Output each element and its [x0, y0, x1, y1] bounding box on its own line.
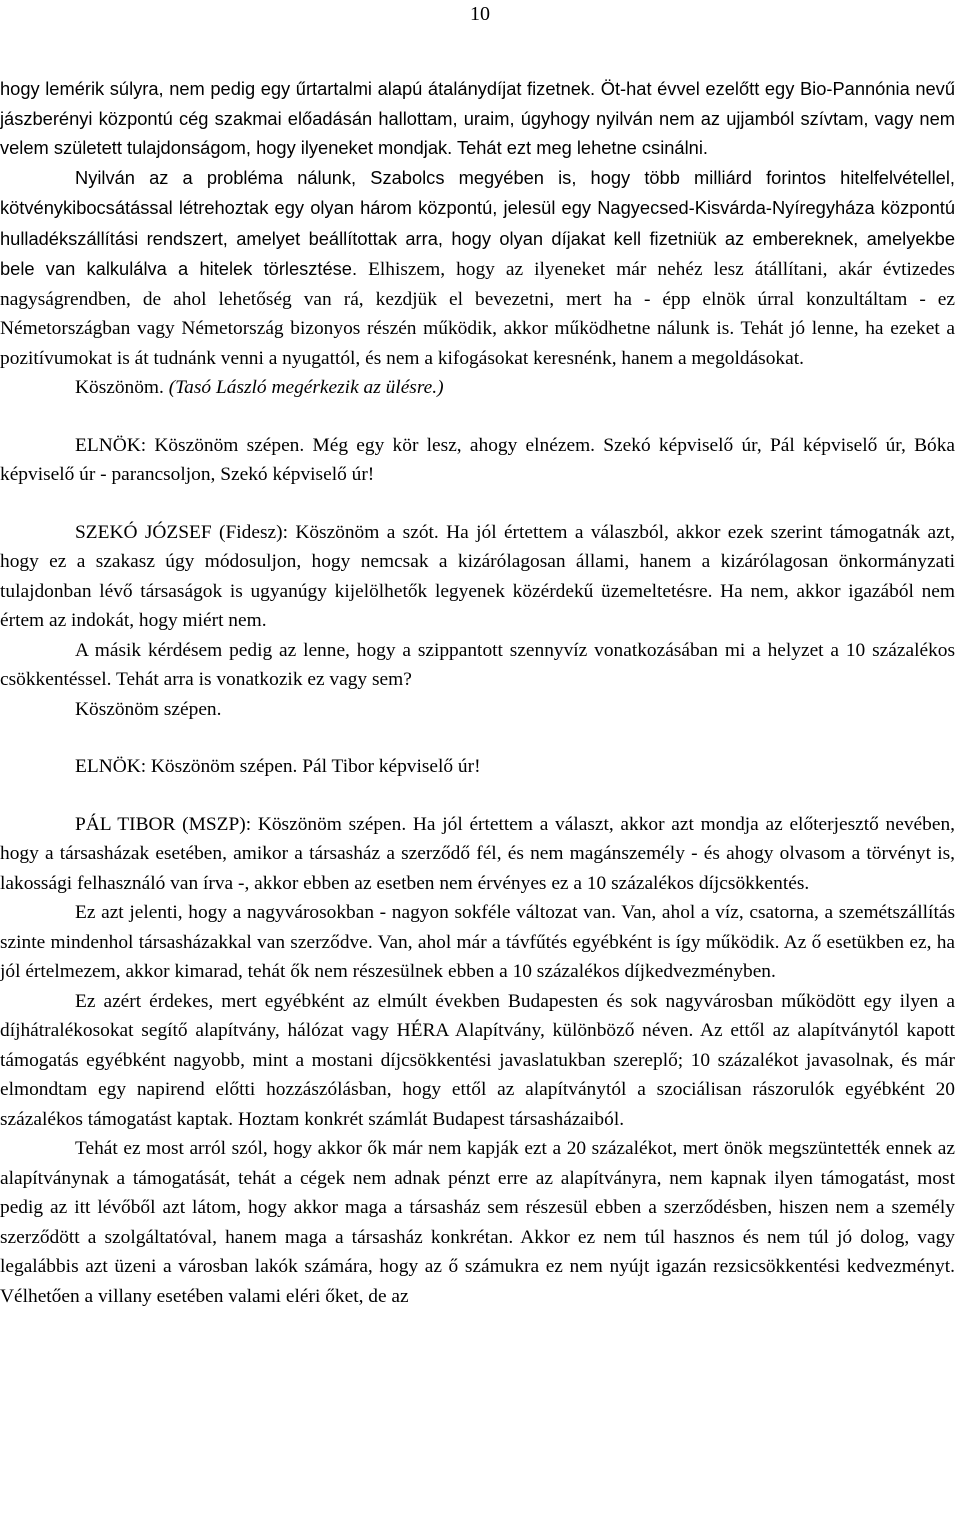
document-body	[0, 74, 955, 1311]
paragraph-12: Tehát ez most arról szól, hogy akkor ők már nem kapják ezt a 20 százalékot, mert önök megszüntették ennek az alapítványnak a támogatását, tehát a cégek nem adnak pénzt erre az alapítványra, nem kapnak ilyen támogatást, most pedig az itt lévőből azt látom, hogy akkor maga a társasház sem részesül ebben a szerződésben, hiszen nem a személy szerződött a szolgáltatóval, hanem maga a társasház konkrétan. Akkor ez nem túl hasznos és nem túl jó dolog, vagy legalábbis azt üzeni a városban lakók számára, hogy az ő számukra ez nem nyújt igazán rezsicsökkentési kedvezményt. Vélhetően a villany esetében valami eléri őket, de az	[0, 1138, 955, 1307]
paragraph-6: A másik kérdésem pedig az lenne, hogy a szippantott szennyvíz vonatkozásában mi a helyzet a 10 százalékos csökkentéssel. Tehát arra is vonatkozik ez vagy sem?	[0, 639, 955, 690]
page-number: 10	[470, 3, 490, 25]
paragraph-5: SZEKÓ JÓZSEF (Fidesz): Köszönöm a szót. Ha jól értettem a válaszból, akkor ezek szerint támogatnák azt, hogy ez a szakasz úgy módosuljon, hogy nemcsak a kizárólagosan állami, hanem a kizárólagosan önkormányzati tulajdonban lévő társaságok is ugyanúgy kijelölhetők legyenek közérdekű üzemeltetésre. Ha nem, akkor igazából nem értem az indokát, hogy miért nem.	[0, 521, 955, 631]
stage-direction: (Tasó László megérkezik az ülésre.)	[168, 377, 444, 398]
paragraph-3-text: Köszönöm.	[75, 377, 169, 398]
paragraph-10: Ez azt jelenti, hogy a nagyvárosokban - nagyon sokféle változat van. Van, ahol a víz, csatorna, a szemétszállítás szinte mindenhol társasházakkal van szerződve. Van, ahol már a távfűtés egyébként is így működik. Az ő esetükben ez, ha jól értelmezem, akkor kimarad, tehát ők nem részesülnek ebben a 10 százalékos díjkedvezményben.	[0, 902, 955, 982]
paragraph-11: Ez azért érdekes, mert egyébként az elmúlt években Budapesten és sok nagyvárosban működött egy ilyen a díjhátralékosokat segítő alapítvány, hálózat vagy HÉRA Alapítvány, különböző néven. Az ettől az alapítványtól kapott támogatás egyébként nagyobb, mint a mostani díjcsökkentési javaslatukban szereplő; 10 százalékot javasolnak, és már elmondtam egy napirend előtti hozzászólásban, hogy ettől az alapítványtól a szociálisan rászorulók egyébként 20 százalékos támogatást kaptak. Hoztam konkrét számlát Budapest társasházaiból.	[0, 990, 955, 1130]
paragraph-8: ELNÖK: Köszönöm szépen. Pál Tibor képviselő úr!	[75, 756, 481, 777]
paragraph-4: ELNÖK: Köszönöm szépen. Még egy kör lesz, ahogy elnézem. Szekó képviselő úr, Pál képviselő úr, Bóka képviselő úr - parancsoljon, Szekó képviselő úr!	[0, 434, 955, 485]
paragraph-2-sans-segment: Nyilván az a probléma nálunk, Szabolcs megyében is, hogy több milliárd forintos hitelfelvétellel, kötvénykibocsátással létrehoztak egy olyan három központú, jelesül egy Nagyecsed-Kisvárda-Nyíregyháza központú hulladékszállítási rendszert, amelyet beállítottak arra, hogy olyan díjakat kell fizetniük az embereknek, amelyekbe bele van kalkulálva a hitelek törlesztése.	[0, 166, 955, 279]
paragraph-7: Köszönöm szépen.	[75, 698, 222, 720]
paragraph-1: hogy lemérik súlyra, nem pedig egy űrtartalmi alapú átalánydíjat fizetnek. Öt-hat évvel ezelőtt egy Bio-Pannónia nevű jászberényi központú cég szakmai előadásán hallottam, uraim, úgyhogy nyilván nem az ujjamból szívtam, vagy nem velem született tulajdonságom, hogy ilyeneket mondjak. Tehát ezt meg lehetne csinálni.	[0, 78, 955, 158]
paragraph-2	[0, 163, 955, 374]
paragraph-2-serif-segment: Elhiszem, hogy az ilyeneket már nehéz lesz átállítani, akár évtizedes nagyságrendben, de ahol lehetőség van rá, kezdjük el bevezetni, mert ha - épp elnök úrral konzultáltam - ez Németországban vagy Németország bizonyos részén működik, akkor működhetne nálunk is. Tehát jó lenne, ha ezeket a pozitívumokat is át tudnánk venni a nyugattól, és nem a kifogásokat keresnénk, hanem a megoldásokat.	[0, 259, 955, 369]
paragraph-3	[0, 373, 955, 403]
paragraph-9: PÁL TIBOR (MSZP): Köszönöm szépen. Ha jól értettem a választ, akkor azt mondja az előterjesztő nevében, hogy a társasházak esetében, amikor a társasház a szerződő fél, és nem magánszemély - és ahogy olvasom a törvényt is, lakossági felhasználó van írva -, akkor ebben az esetben nem érvényes ez a 10 százalékos díjcsökkentés.	[0, 813, 955, 894]
